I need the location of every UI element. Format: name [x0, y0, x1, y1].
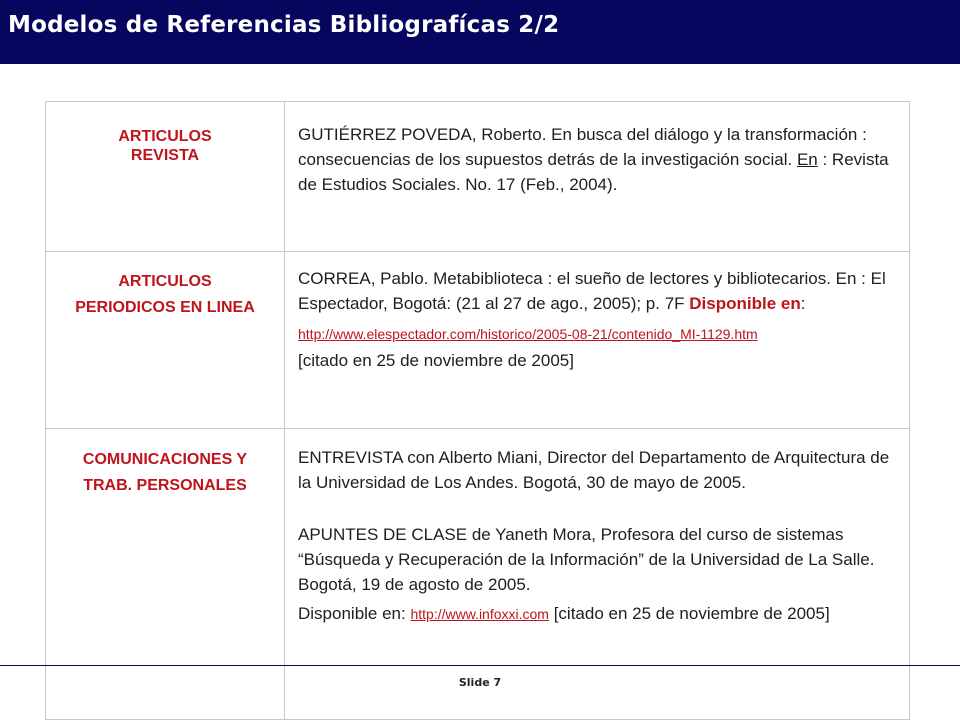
slide-number: Slide 7 — [458, 676, 502, 689]
category-label: COMUNICACIONES Y — [82, 451, 248, 468]
reference-text: CORREA, Pablo. Metabiblioteca : el sueño de lectores y bibliotecarios. En : El Espectador, Bogotá: (21 al 27 de ago., 2005); p. 7F Disponible en: — [298, 269, 886, 313]
available-label: Disponible en — [689, 294, 801, 313]
table-row — [46, 102, 910, 252]
category-label: REVISTA — [130, 147, 200, 164]
reference-url-link[interactable]: http://www.elespectador.com/historico/2005-08-21/contenido_MI-1129.htm — [298, 326, 758, 342]
availability-line: Disponible en: http://www.infoxxi.com [citado en 25 de noviembre de 2005] — [298, 604, 830, 623]
category-label: TRAB. PERSONALES — [83, 477, 247, 494]
reference-cell — [285, 102, 910, 252]
category-cell — [46, 102, 285, 252]
cited-date: [citado en 25 de noviembre de 2005] — [298, 351, 574, 370]
category-label: PERIODICOS EN LINEA — [75, 299, 255, 316]
references-table — [45, 101, 910, 720]
en-underlined: En — [796, 150, 818, 169]
slide-title: Modelos de Referencias Bibliografícas 2/2 — [8, 12, 560, 38]
category-cell — [46, 252, 285, 429]
reference-text: GUTIÉRREZ POVEDA, Roberto. En busca del diálogo y la transformación : consecuencias de los supuestos detrás de la investigación social. En : Revista de Estudios Sociales. No. 17 (Feb., 2004). — [298, 125, 889, 194]
title-bar — [0, 0, 960, 64]
reference-cell — [285, 252, 910, 429]
table-row — [46, 252, 910, 429]
category-label: ARTICULOS — [118, 128, 212, 145]
reference-url-link[interactable]: http://www.infoxxi.com — [410, 606, 549, 622]
class-notes-reference: APUNTES DE CLASE de Yaneth Mora, Profesora del curso de sistemas “Búsqueda y Recuperación de la Información” de la Universidad de La Salle. Bogotá, 19 de agosto de 2005. — [298, 525, 875, 594]
interview-reference: ENTREVISTA con Alberto Miani, Director del Departamento de Arquitectura de la Universidad de Los Andes. Bogotá, 30 de mayo de 2005. — [298, 448, 890, 492]
footer-divider — [0, 665, 960, 666]
category-label: ARTICULOS — [118, 273, 212, 290]
